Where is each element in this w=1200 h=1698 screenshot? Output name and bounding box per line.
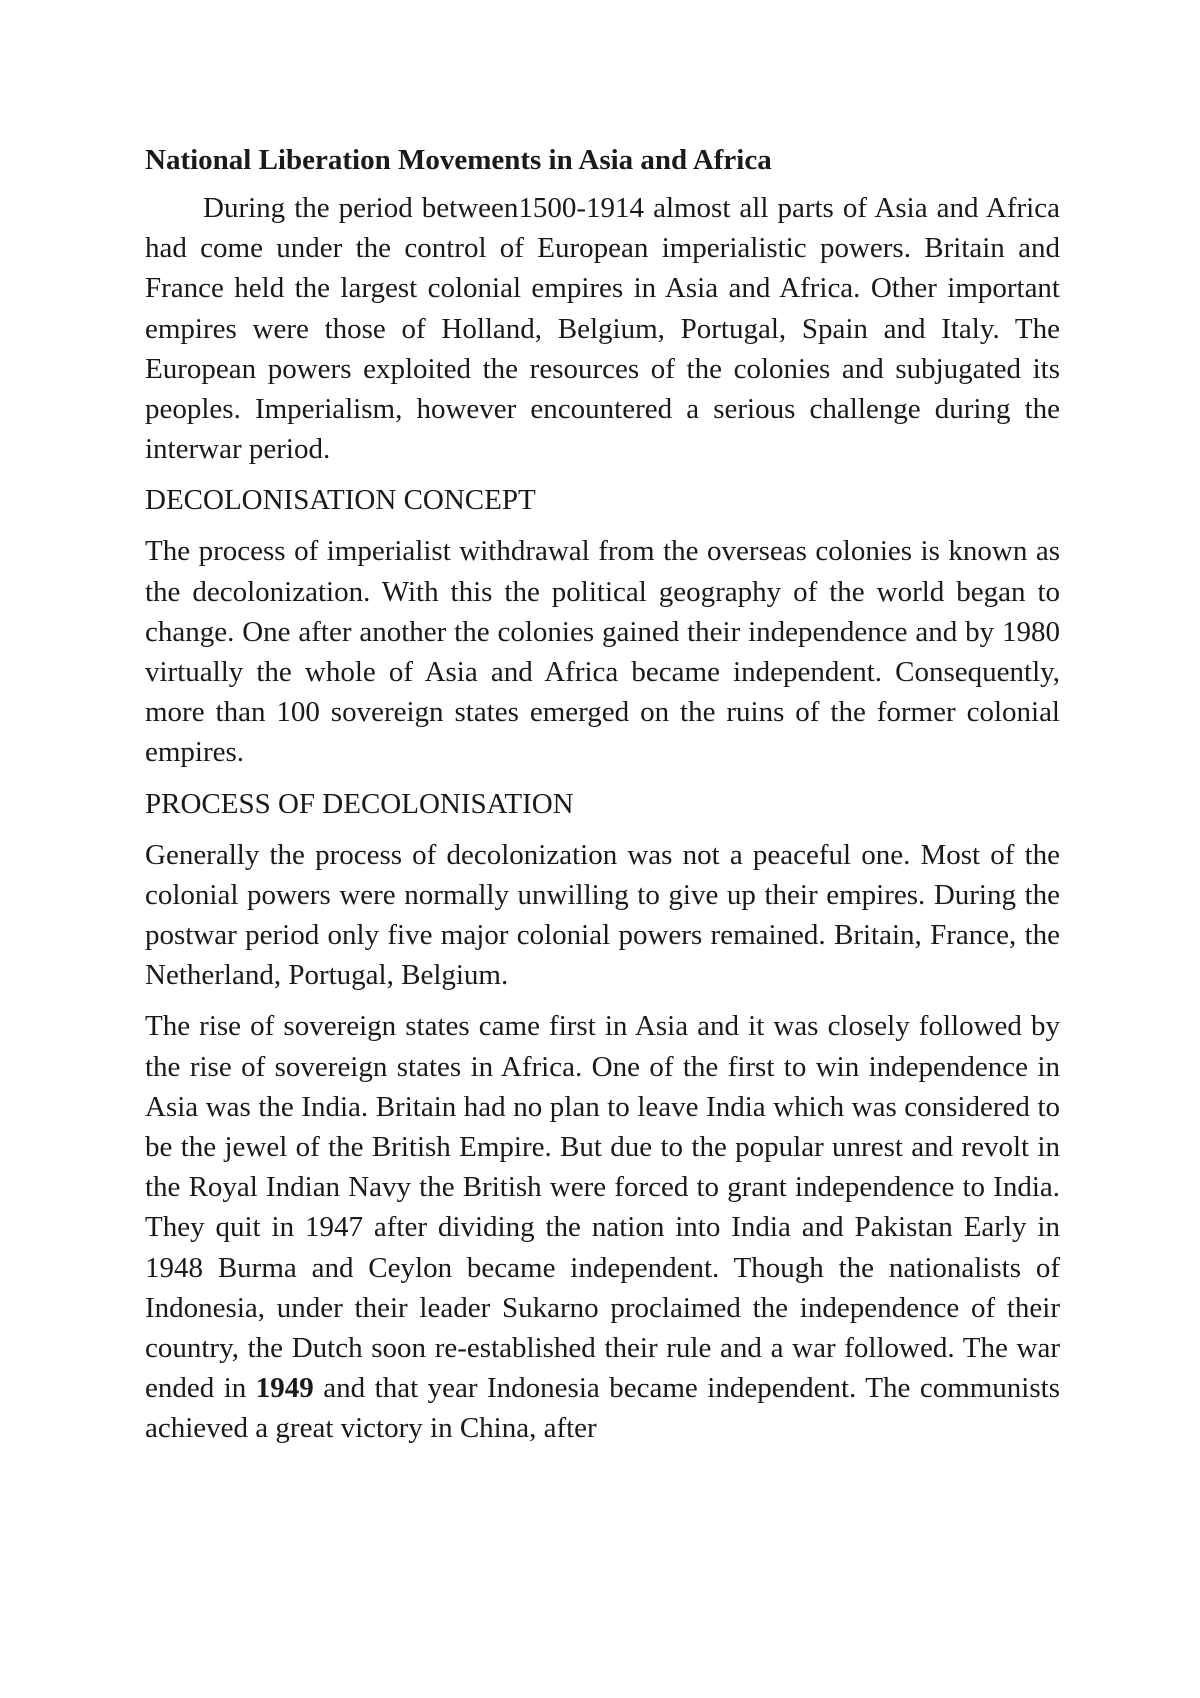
process-paragraph-2-text-b: and that year Indonesia became independent. The communists achieved a great victory in China, after [145,1372,1060,1445]
document-page [145,140,1060,1449]
section-heading-decolonisation-concept: DECOLONISATION CONCEPT [145,484,536,517]
process-paragraph-2-text-a: The rise of sovereign states came first in Asia and it was closely followed by the rise of sovereign states in Africa. One of the first to win independence in Asia was the India. Britain had no plan to leave India which was considered to be the jewel of the British Empire. But due to the popular unrest and revolt in the Royal Indian Navy the British were forced to grant independence to India. They quit in 1947 after dividing the nation into India and Pakistan Early in 1948 Burma and Ceylon became independent. Though the nationalists of Indonesia, under their leader Sukarno proclaimed the independence of their country, the Dutch soon re-established their rule and a war followed. The war ended in [145,1010,1060,1405]
decolonisation-concept-paragraph: The process of imperialist withdrawal from the overseas colonies is known as the decolonization. With this the political geography of the world began to change. One after another the colonies gained their independence and by 1980 virtually the whole of Asia and Africa became independent. Consequently, more than 100 sovereign states emerged on the ruins of the former colonial empires. [145,535,1060,769]
intro-paragraph: During the period between1500-1914 almost all parts of Asia and Africa had come under the control of European imperialistic powers. Britain and France held the largest colonial empires in Asia and Africa. Other important empires were those of Holland, Belgium, Portugal, Spain and Italy. The European powers exploited the resources of the colonies and subjugated its peoples. Imperialism, however encountered a serious challenge during the interwar period. [145,192,1060,466]
document-title: National Liberation Movements in Asia and Africa [145,144,772,176]
process-paragraph-2 [145,1006,1060,1448]
bold-year: 1949 [255,1372,314,1405]
section-heading-process-of-decolonisation: PROCESS OF DECOLONISATION [145,787,574,820]
process-paragraph-1: Generally the process of decolonization was not a peaceful one. Most of the colonial powers were normally unwilling to give up their empires. During the postwar period only five major colonial powers remained. Britain, France, the Netherland, Portugal, Belgium. [145,838,1060,992]
